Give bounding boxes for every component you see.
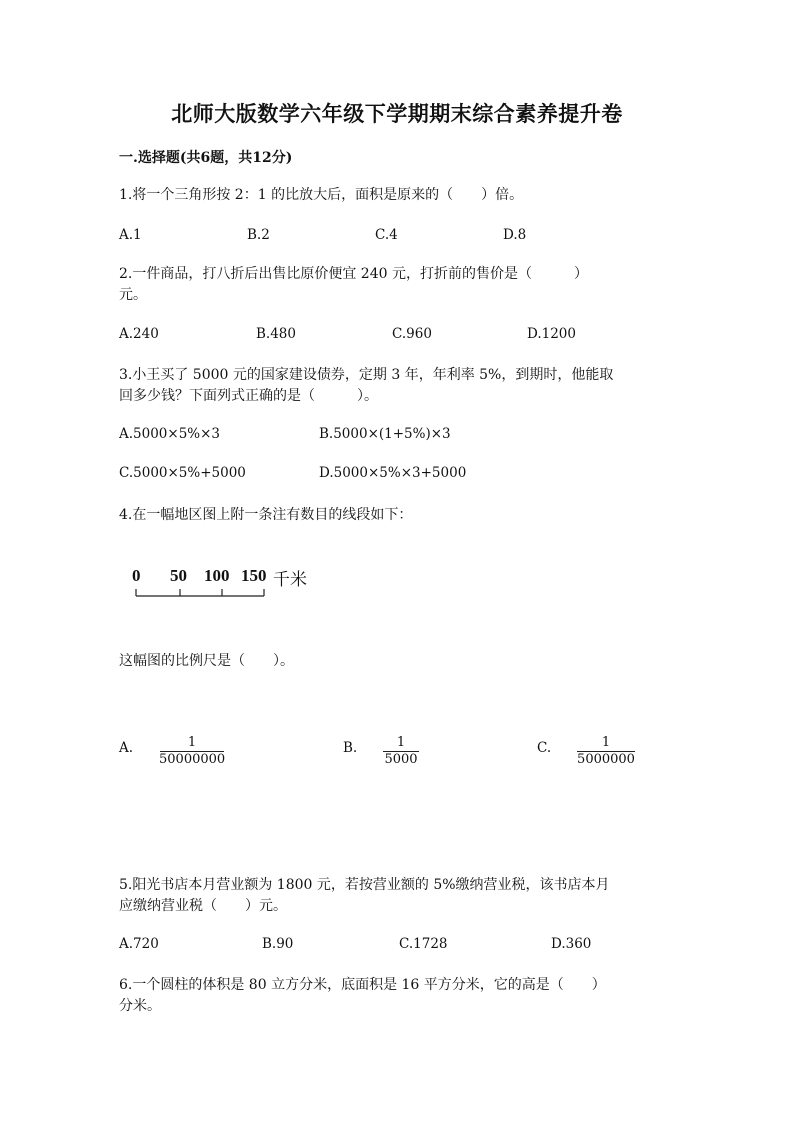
question-2-stem-line2: 元。 [119, 287, 147, 303]
question-6-stem-line1: 6.一个圆柱的体积是 80 立方分米，底面积是 16 平方分米，它的高是（ ） [119, 977, 606, 993]
q1-option-a: A.1 [119, 227, 142, 243]
q4-option-b-denominator: 5000 [384, 752, 418, 767]
q4-option-c-fraction [576, 735, 636, 768]
question-1-stem: 1.将一个三角形按 2：1 的比放大后，面积是原来的（ ）倍。 [119, 187, 524, 203]
q2-option-c: C.960 [392, 326, 432, 342]
q1-option-d: D.8 [503, 227, 527, 243]
scale-label-0: 0 [132, 566, 141, 585]
q4-option-c-denominator: 5000000 [577, 752, 635, 767]
question-4-follow-text: 这幅图的比例尺是（ ）。 [119, 653, 294, 669]
question-3-stem-line1: 3.小王买了 5000 元的国家建设债券，定期 3 年，年利率 5%，到期时，他能取 [119, 367, 614, 383]
q2-option-d: D.1200 [527, 326, 576, 342]
q1-option-c: C.4 [375, 227, 398, 243]
q3-option-d: D.5000×5%×3+5000 [319, 465, 467, 481]
q4-option-b-numerator: 1 [396, 735, 406, 750]
q4-option-b-letter: B. [343, 740, 358, 756]
question-4-stem: 4.在一幅地区图上附一条注有数目的线段如下： [119, 507, 413, 523]
q5-option-b: B.90 [262, 936, 294, 952]
question-6-stem-line2: 分米。 [119, 998, 161, 1014]
q5-option-a: A.720 [119, 936, 159, 952]
q2-option-b: B.480 [256, 326, 296, 342]
q4-option-a-fraction [159, 735, 225, 768]
q2-option-a: A.240 [119, 326, 159, 342]
scale-unit-label: 千米 [273, 570, 307, 590]
scale-bar-line [130, 584, 270, 600]
q4-option-a-denominator: 50000000 [159, 752, 226, 767]
page-title: 北师大版数学六年级下学期期末综合素养提升卷 [171, 101, 623, 126]
q3-option-b: B.5000×(1+5%)×3 [319, 426, 451, 442]
scale-label-50: 50 [170, 566, 187, 585]
q1-option-b: B.2 [247, 227, 270, 243]
q4-option-a-letter: A. [119, 740, 134, 756]
question-2-stem-line1: 2.一件商品，打八折后出售比原价便宜 240 元，打折前的售价是（ ） [119, 266, 588, 282]
q4-option-a-numerator: 1 [187, 735, 197, 750]
q4-option-c-letter: C. [537, 740, 552, 756]
q4-option-b-fraction [382, 735, 420, 768]
q5-option-d: D.360 [551, 936, 592, 952]
q3-option-c: C.5000×5%+5000 [119, 465, 246, 481]
q4-option-c-numerator: 1 [601, 735, 611, 750]
question-5-stem-line1: 5.阳光书店本月营业额为 1800 元，若按营业额的 5%缴纳营业税，该书店本月 [119, 877, 610, 893]
scale-label-150: 150 [241, 566, 267, 585]
question-3-stem-line2: 回多少钱？下面列式正确的是（ ）。 [119, 388, 378, 404]
q3-option-a: A.5000×5%×3 [119, 426, 221, 442]
q5-option-c: C.1728 [399, 936, 448, 952]
section-heading: 一.选择题(共6题，共12分) [119, 150, 293, 166]
question-5-stem-line2: 应缴纳营业税（ ）元。 [119, 898, 287, 914]
scale-label-100: 100 [204, 566, 230, 585]
